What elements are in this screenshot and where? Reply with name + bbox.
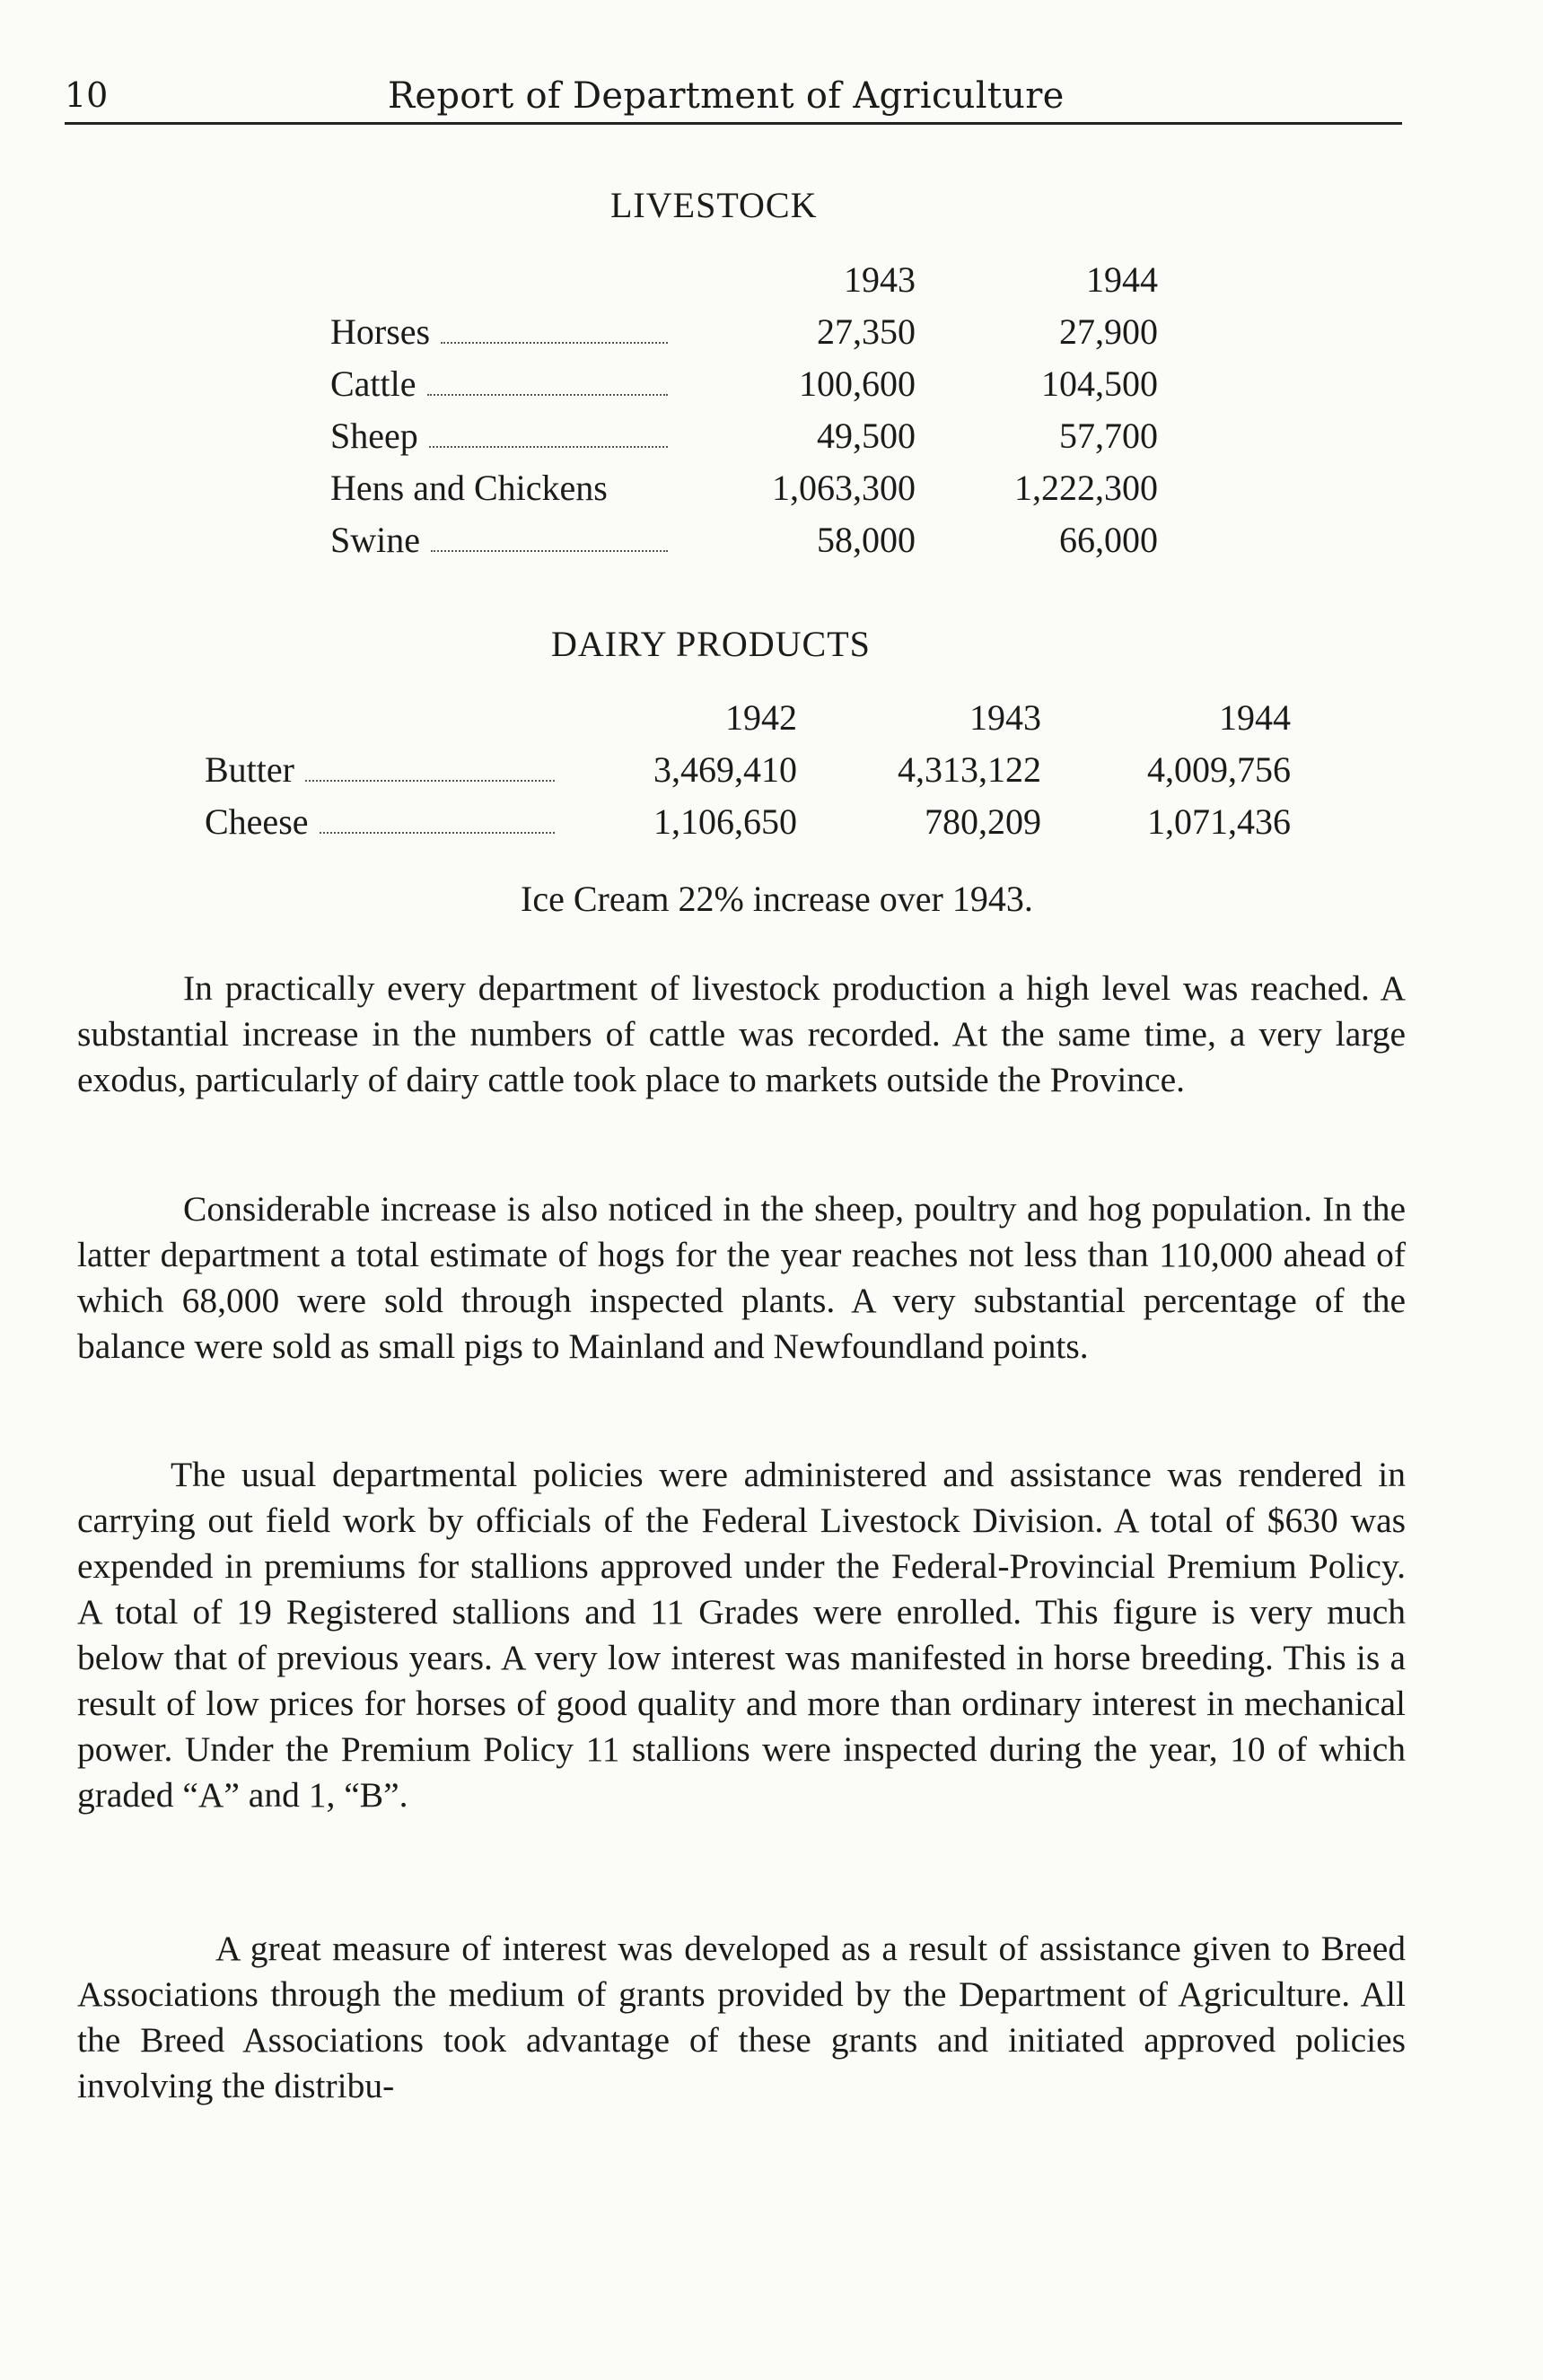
paragraph: In practically every department of livestock production a high level was reached. A substantial increase in the numbers of cattle was recorded. At the same time, a very large exodus, particularly of dairy cattle took place to markets outside the Province. xyxy=(77,968,1406,1099)
paragraph: The usual departmental policies were administered and assistance was rendered in carrying out field work by officials of the Federal Livestock Division. A total of $630 was expended in premiums for stallions approved under the Federal-Provincial Premium Policy. A total of 19 Registered stallions and 11 Grades were enrolled. This figure is very much below that of previous years. A very low interest was manifested in horse breeding. This is a result of low prices for horses of good quality and more than ordinary interest in mechanical power. Under the Premium Policy 11 stallions were inspected during the year, 10 of which graded “A” and 1, “B”. xyxy=(77,1455,1406,1815)
page-header xyxy=(65,74,1402,125)
dairy-title: DAIRY PRODUCTS xyxy=(551,624,871,664)
cell-value: 1,071,436 xyxy=(1147,801,1291,842)
table-row xyxy=(330,461,1158,513)
page-number: 10 xyxy=(65,75,109,115)
cell-value: 27,900 xyxy=(1059,311,1158,352)
cell-value: 104,500 xyxy=(1041,363,1158,404)
year-header: 1943 xyxy=(844,258,916,300)
table-row xyxy=(330,409,1158,461)
ice-cream-note: Ice Cream 22% increase over 1943. xyxy=(521,879,1033,919)
livestock-title: LIVESTOCK xyxy=(610,185,818,225)
cell-value: 49,500 xyxy=(817,415,916,456)
row-label: Horses xyxy=(330,311,431,352)
row-label: Hens and Chickens xyxy=(330,467,608,508)
dot-leader xyxy=(431,549,668,552)
dot-leader xyxy=(305,779,555,782)
dot-leader xyxy=(441,341,668,344)
table-row xyxy=(330,513,1158,565)
cell-value: 57,700 xyxy=(1059,415,1158,456)
cell-value: 1,222,300 xyxy=(1014,467,1158,508)
cell-value: 780,209 xyxy=(925,801,1041,842)
cell-value: 1,063,300 xyxy=(772,467,916,508)
table-row xyxy=(205,743,1291,795)
dot-leader xyxy=(320,831,555,834)
row-label: Butter xyxy=(205,748,294,790)
row-label: Cattle xyxy=(330,363,416,404)
paragraph: Considerable increase is also noticed in the sheep, poultry and hog population. In the latter department a total estimate of hogs for the year reaches not less than 110,000 ahead of which 68,000 were sold through inspected plants. A very substantial percentage of the balance were sold as small pigs to Mainland and Newfoundland points. xyxy=(77,1189,1406,1366)
table-row xyxy=(330,357,1158,409)
cell-value: 3,469,410 xyxy=(653,748,797,790)
cell-value: 27,350 xyxy=(817,311,916,352)
dot-leader xyxy=(429,445,668,448)
year-header: 1944 xyxy=(1086,258,1158,300)
dairy-year-header xyxy=(205,691,1291,743)
dot-leader xyxy=(427,393,668,396)
cell-value: 4,313,122 xyxy=(898,748,1041,790)
running-title: Report of Department of Agriculture xyxy=(388,75,1065,117)
table-row xyxy=(330,305,1158,357)
cell-value: 58,000 xyxy=(817,519,916,560)
dairy-table xyxy=(205,691,1291,847)
year-header: 1943 xyxy=(969,696,1041,738)
livestock-year-header xyxy=(330,253,1158,305)
paragraph: A great measure of interest was developed as a result of assistance given to Breed Associations through the medium of grants provided by the Department of Agriculture. All the Breed Associations took advantage of these grants and initiated approved policies involving the distribu- xyxy=(77,1929,1406,2105)
cell-value: 1,106,650 xyxy=(653,801,797,842)
year-header: 1944 xyxy=(1219,696,1291,738)
cell-value: 100,600 xyxy=(799,363,916,404)
cell-value: 4,009,756 xyxy=(1147,748,1291,790)
year-header: 1942 xyxy=(725,696,797,738)
table-row xyxy=(205,795,1291,847)
livestock-table xyxy=(330,253,1158,565)
cell-value: 66,000 xyxy=(1059,519,1158,560)
row-label: Sheep xyxy=(330,415,418,456)
row-label: Cheese xyxy=(205,801,309,842)
row-label: Swine xyxy=(330,519,420,560)
